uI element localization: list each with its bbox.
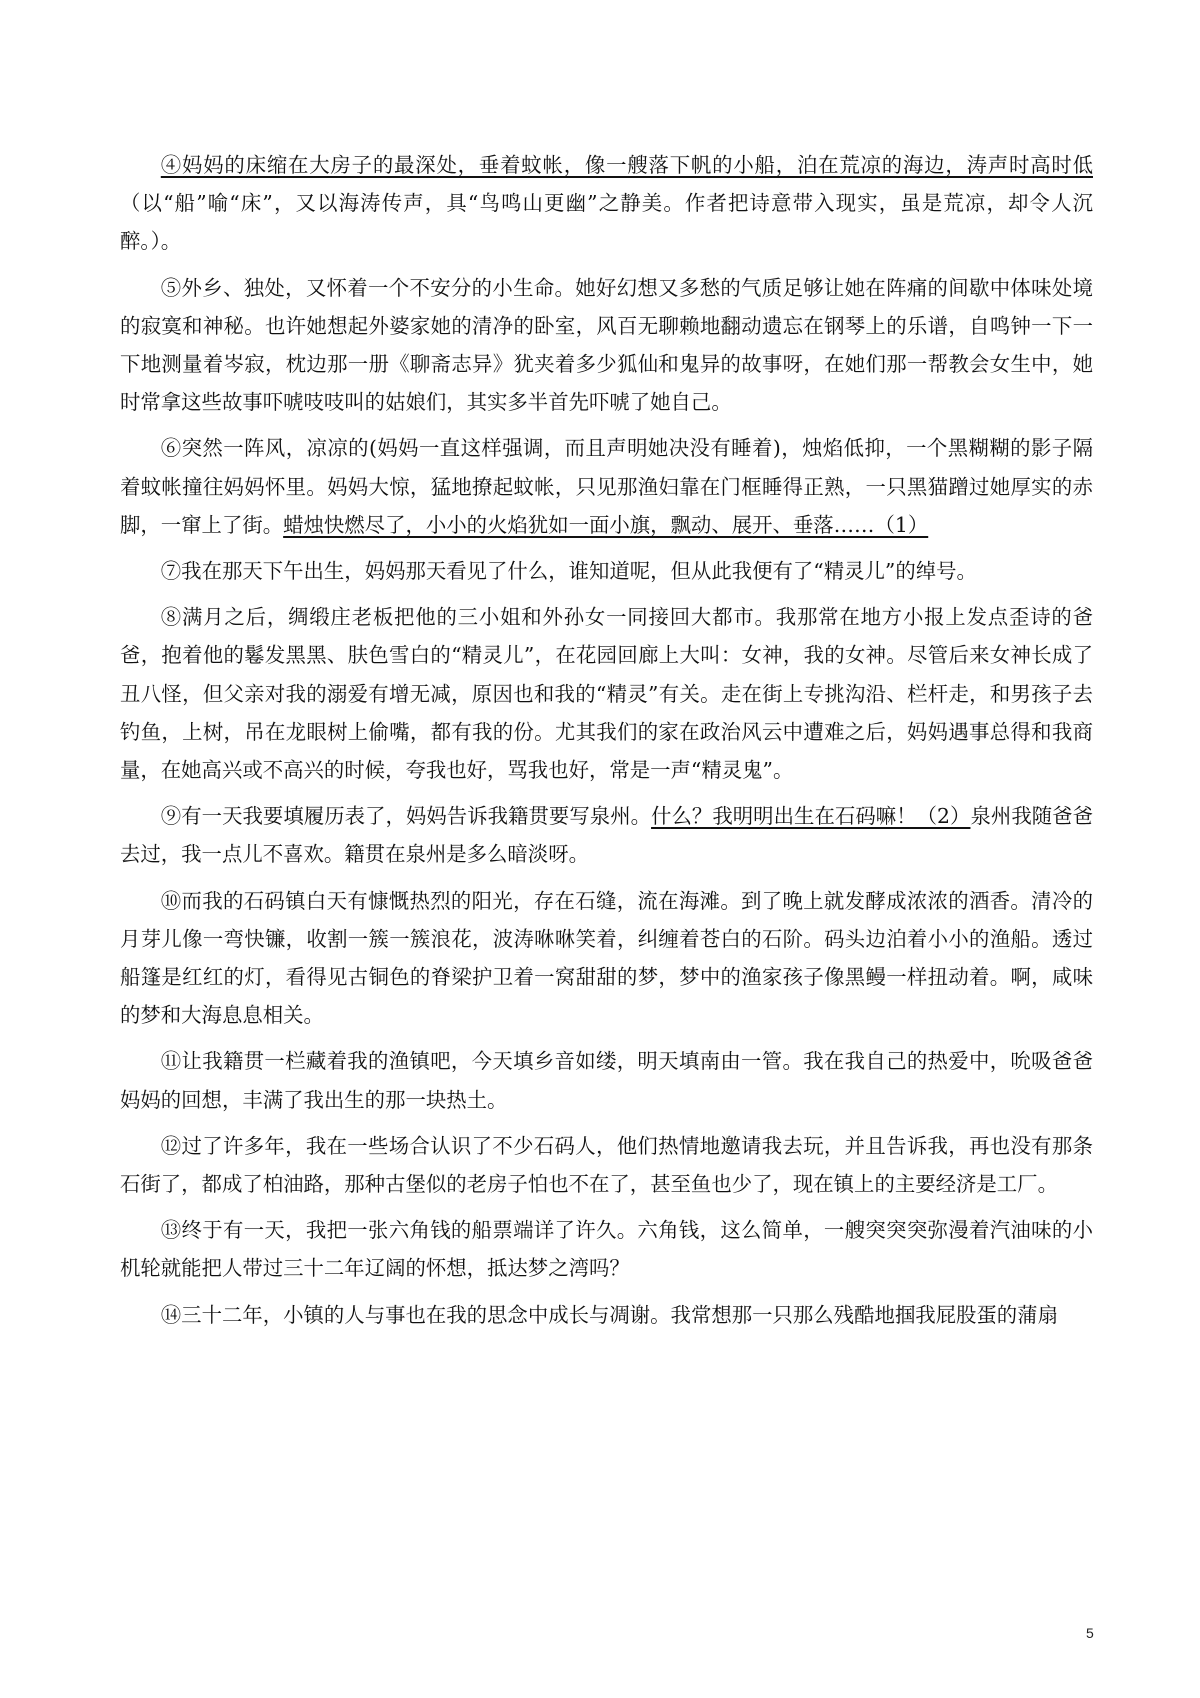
underlined-sentence: 蜡烛快燃尽了，小小的火焰犹如一面小旗，飘动、展开、垂落……（1） <box>283 512 929 537</box>
paragraph-8: ⑧满月之后，绸缎庄老板把他的三小姐和外孙女一同接回大都市。我那常在地方小报上发点歪诗的爸爸，抱着他的鬈发黑黑、肤色雪白的“精灵儿”，在花园回廊上大叫：女神，我的女神。尽管后来女神长成了丑八怪，但父亲对我的溺爱有增无减，原因也和我的“精灵”有关。走在街上专挑沟沿、栏杆走，和男孩子去钓鱼，上树，吊在龙眼树上偷嘴，都有我的份。尤其我们的家在政治风云中遭难之后，妈妈遇事总得和我商量，在她高兴或不高兴的时候，夸我也好，骂我也好，常是一声“精灵鬼”。 <box>120 605 1093 783</box>
paragraph-11: ⑪让我籍贯一栏藏着我的渔镇吧，今天填乡音如缕，明天填南由一管。我在我自己的热爱中，吮吸爸爸妈妈的回想，丰满了我出生的那一块热土。 <box>120 1049 1093 1112</box>
paragraph-9 <box>120 797 1093 873</box>
paragraph-14: ⑭三十二年，小镇的人与事也在我的思念中成长与凋谢。我常想那一只那么残酷地掴我屁股蛋的蒲扇 <box>160 1302 1058 1327</box>
paragraph-5: ⑤外乡、独处，又怀着一个不安分的小生命。她好幻想又多愁的气质足够让她在阵痛的间歇中体味处境的寂寞和神秘。也许她想起外婆家她的清净的卧室，风百无聊赖地翻动遗忘在钢琴上的乐谱，自鸣钟一下一下地测量着岑寂，枕边那一册《聊斋志异》犹夹着多少狐仙和鬼异的故事呀，在她们那一帮教会女生中，她时常拿这些故事吓唬吱吱叫的姑娘们，其实多半首先吓唬了她自己。 <box>120 275 1093 415</box>
underlined-sentence: 什么？我明明出生在石码嘛！（2） <box>651 804 971 829</box>
annotation-text: （以“船”喻“床”，又以海涛传声，具“鸟鸣山更幽”之静美。作者把诗意带入现实，虽是荒凉，却令人沉醉。）。 <box>120 191 1093 254</box>
paragraph-10: ⑩而我的石码镇白天有慷慨热烈的阳光，存在石缝，流在海滩。到了晚上就发酵成浓浓的酒香。清冷的月芽儿像一弯快镰，收割一簇一簇浪花，波涛咻咻笑着，纠缠着苍白的石阶。码头边泊着小小的渔船。透过船篷是红红的灯，看得见古铜色的脊梁护卫着一窝甜甜的梦，梦中的渔家孩子像黑鳗一样扭动着。啊，咸味的梦和大海息息相关。 <box>120 888 1093 1028</box>
paragraph-4 <box>120 146 1093 261</box>
paragraph-13: ⑬终于有一天，我把一张六角钱的船票端详了许久。六角钱，这么简单，一艘突突突弥漫着汽油味的小机轮就能把人带过三十二年辽阔的怀想，抵达梦之湾吗？ <box>120 1218 1093 1281</box>
paragraph-text: 泉州我随爸爸去过，我一点儿不喜欢。籍贯在泉州是多么暗淡呀。 <box>120 804 1093 867</box>
underlined-sentence: ④妈妈的床缩在大房子的最深处，垂着蚊帐，像一艘落下帆的小船，泊在荒凉的海边，涛声时高时低 <box>160 153 1093 177</box>
paragraph-7: ⑦我在那天下午出生，妈妈那天看见了什么，谁知道呢，但从此我便有了“精灵儿”的绰号。 <box>160 559 977 584</box>
paragraph-12: ⑫过了许多年，我在一些场合认识了不少石码人，他们热情地邀请我去玩，并且告诉我，再也没有那条石街了，都成了柏油路，那种古堡似的老房子怕也不在了，甚至鱼也少了，现在镇上的主要经济是工厂。 <box>120 1133 1093 1197</box>
paragraph-text: ⑥突然一阵风，凉凉的(妈妈一直这样强调，而且声明她决没有睡着)，烛焰低抑，一个黑糊糊的影子隔着蚊帐撞往妈妈怀里。妈妈大惊，猛地撩起蚊帐，只见那渔妇靠在门框睡得正熟，一只黑猫蹭过她厚实的赤脚，一窜上了街。 <box>120 436 1093 537</box>
paragraph-text: ⑨有一天我要填履历表了，妈妈告诉我籍贯要写泉州。 <box>160 804 652 829</box>
paragraph-6 <box>120 429 1093 544</box>
page-number: 5 <box>1086 1625 1094 1641</box>
document-body <box>120 146 1093 1342</box>
